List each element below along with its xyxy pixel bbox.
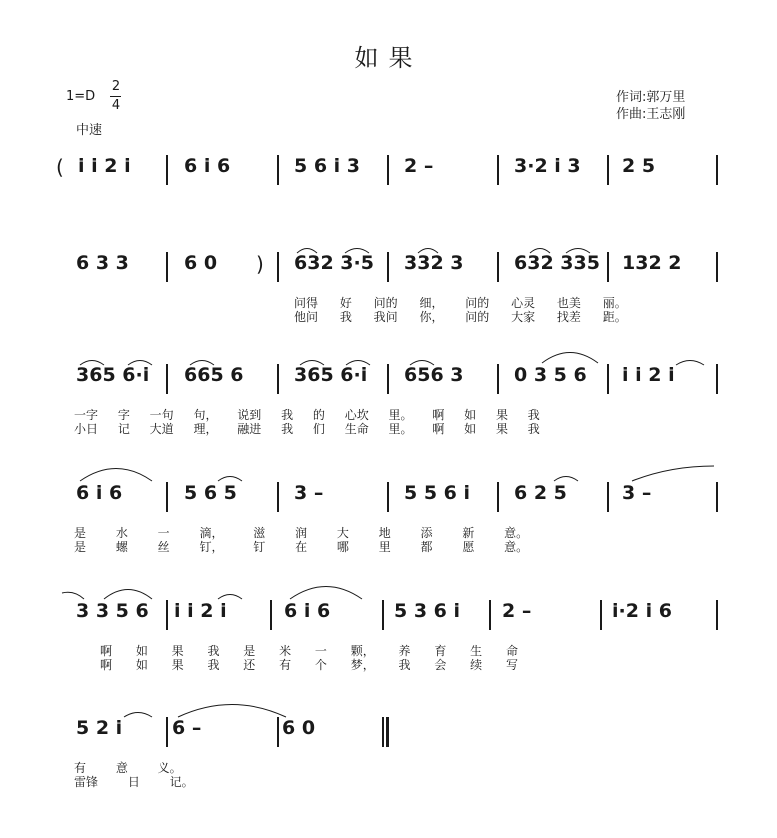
close-paren: ) (256, 252, 264, 276)
slur (418, 249, 438, 254)
measure-1-2: 6 i 6 (184, 155, 231, 177)
slur (124, 713, 152, 718)
lyrics-verse-2: 他问 我 我问 你， 问的 大家 找差 距。 (294, 310, 627, 324)
key-signature: 1=D (66, 89, 96, 104)
slur (104, 590, 152, 600)
measure-2-5: 632 335 (514, 252, 600, 274)
slur (218, 477, 242, 482)
lyricist-credit: 作词:郭万里 (616, 90, 686, 105)
measure-5-3: 6 i 6 (284, 600, 331, 622)
measure-1-6: 2 5 (622, 155, 656, 177)
measure-2-4: 332 3 (404, 252, 464, 274)
tie-start (632, 466, 714, 481)
slur (530, 249, 550, 254)
measure-4-3: 3 – (294, 482, 324, 504)
measure-4-6: 3 – (622, 482, 652, 504)
song-title: 如果 (354, 44, 423, 72)
measure-3-3: 365 6·i (294, 364, 368, 386)
slur (676, 361, 704, 366)
measure-4-1: 6 i 6 (76, 482, 123, 504)
lyrics-verse-1: 啊 如 果 我 是 米 一 颗， 养 育 生 命 (100, 644, 518, 658)
tie-end (62, 592, 84, 599)
measure-1-5: 3·2 i 3 (514, 155, 581, 177)
lyrics-verse-2: 啊 如 果 我 还 有 个 梦， 我 会 续 写 (100, 658, 518, 672)
lyrics-verse-1: 是 水 一 滴， 滋 润 大 地 添 新 意。 (74, 526, 529, 540)
time-sig-top: 2 (111, 79, 121, 94)
lyrics-verse-2: 是 螺 丝 钉， 钉 在 哪 里 都 愿 意。 (74, 540, 529, 554)
measure-5-4: 5 3 6 i (394, 600, 461, 622)
measure-4-5: 6 2 5 (514, 482, 567, 504)
time-sig-bottom: 4 (111, 98, 121, 113)
tempo-marking: 中速 (76, 123, 103, 138)
slur (542, 353, 598, 364)
measure-3-1: 365 6·i (76, 364, 150, 386)
measure-3-5: 0 3 5 6 (514, 364, 587, 386)
measure-3-6: i i 2 i (622, 364, 675, 386)
measure-2-2: 6 0 (184, 252, 218, 274)
slur (80, 361, 104, 366)
open-paren: ( (56, 155, 64, 179)
measure-3-4: 656 3 (404, 364, 464, 386)
lyrics-verse-2: 小日 记 大道 理， 融进 我 们 生命 里。 啊 如 果 我 (74, 422, 540, 436)
slur (345, 249, 369, 254)
measure-2-1: 6 3 3 (76, 252, 129, 274)
slur (297, 249, 317, 254)
measure-6-1: 5 2 i (76, 717, 123, 739)
measure-5-5: 2 – (502, 600, 532, 622)
slur (566, 249, 590, 254)
measure-6-2: 6 – (172, 717, 202, 739)
slur (190, 361, 214, 366)
measure-1-3: 5 6 i 3 (294, 155, 361, 177)
lyrics-verse-2: 雷锋 日 记。 (74, 775, 194, 789)
measure-3-2: 665 6 (184, 364, 244, 386)
composer-credit: 作曲:王志刚 (616, 107, 686, 122)
slur (80, 469, 152, 482)
slur (554, 477, 578, 482)
slur (128, 361, 152, 366)
slur (300, 361, 324, 366)
lyrics-verse-1: 一字 字 一句 句， 说到 我 的 心坎 里。 啊 如 果 我 (74, 408, 540, 422)
measure-1-4: 2 – (404, 155, 434, 177)
measure-2-3: 632 3·5 (294, 252, 374, 274)
measure-6-3: 6 0 (282, 717, 316, 739)
tie (178, 705, 286, 718)
measure-4-2: 5 6 5 (184, 482, 237, 504)
measure-1-1: i i 2 i (78, 155, 131, 177)
measure-2-6: 132 2 (622, 252, 682, 274)
measure-4-4: 5 5 6 i (404, 482, 471, 504)
lyrics-verse-1: 问得 好 问的 细， 问的 心灵 也美 丽。 (294, 296, 627, 310)
measure-5-2: i i 2 i (174, 600, 227, 622)
measure-5-1: 3 3 5 6 (76, 600, 149, 622)
measure-5-6: i·2 i 6 (612, 600, 672, 622)
lyrics-verse-1: 有 意 义。 (74, 761, 182, 775)
slur (290, 587, 362, 600)
slur (218, 595, 242, 600)
slur (410, 361, 434, 366)
slur (346, 361, 370, 366)
